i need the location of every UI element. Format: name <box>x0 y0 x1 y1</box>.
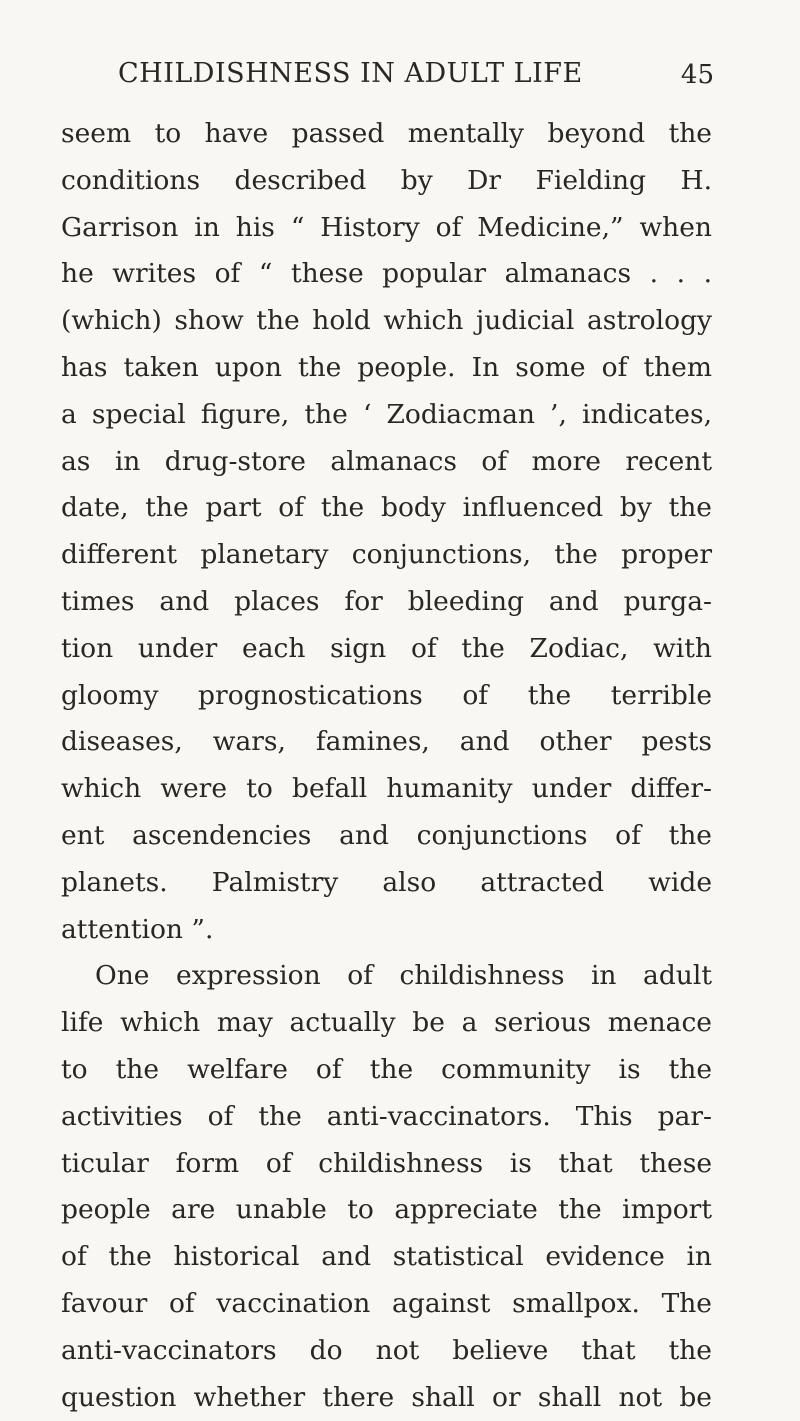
text-line: seem to have passed mentally beyond the <box>61 118 712 149</box>
text-line: anti-vaccinators do not believe that the <box>61 1334 712 1366</box>
paragraph-start-line: One expression of childishness in adult <box>95 960 712 992</box>
text-line: he writes of “ these popular almanacs . . . <box>61 258 712 290</box>
text-line: activities of the anti-vaccinators. This par- <box>61 1100 712 1132</box>
text-line: (which) show the hold which judicial astrology <box>61 305 712 337</box>
text-line: conditions described by Dr Fielding H. <box>61 164 712 196</box>
text-line: of the historical and statistical evidence in <box>61 1241 712 1273</box>
text-line: times and places for bleeding and purga- <box>61 585 712 617</box>
running-head <box>118 58 714 98</box>
text-line: tion under each sign of the Zodiac, with <box>61 632 712 664</box>
text-line: ticular form of childishness is that these <box>61 1147 712 1179</box>
text-line: date, the part of the body influenced by the <box>61 492 712 524</box>
text-line: people are unable to appreciate the import <box>61 1194 712 1226</box>
text-line: life which may actually be a serious menace <box>61 1007 712 1039</box>
text-line: which were to befall humanity under differ- <box>61 773 712 805</box>
text-line: as in drug-store almanacs of more recent <box>61 445 712 477</box>
text-line: to the welfare of the community is the <box>61 1053 712 1085</box>
text-line: diseases, wars, famines, and other pests <box>61 726 712 758</box>
text-line: different planetary conjunctions, the proper <box>61 539 712 571</box>
text-line: Garrison in his “ History of Medicine,” when <box>61 211 712 243</box>
text-line: gloomy prognostications of the terrible <box>61 679 712 711</box>
text-line: ent ascendencies and conjunctions of the <box>61 819 712 851</box>
running-title: CHILDISHNESS IN ADULT LIFE <box>118 58 583 89</box>
text-line: question whether there shall or shall not be <box>61 1381 712 1413</box>
paragraph-end-line: attention ”. <box>61 913 214 945</box>
text-line: has taken upon the people. In some of them <box>61 351 712 383</box>
page-number: 45 <box>680 60 714 90</box>
text-line: planets. Palmistry also attracted wide <box>61 866 712 898</box>
text-line: a special figure, the ‘ Zodiacman ’, indicates, <box>61 398 712 430</box>
text-line: favour of vaccination against smallpox. The <box>61 1287 712 1319</box>
body-text <box>61 111 712 1421</box>
